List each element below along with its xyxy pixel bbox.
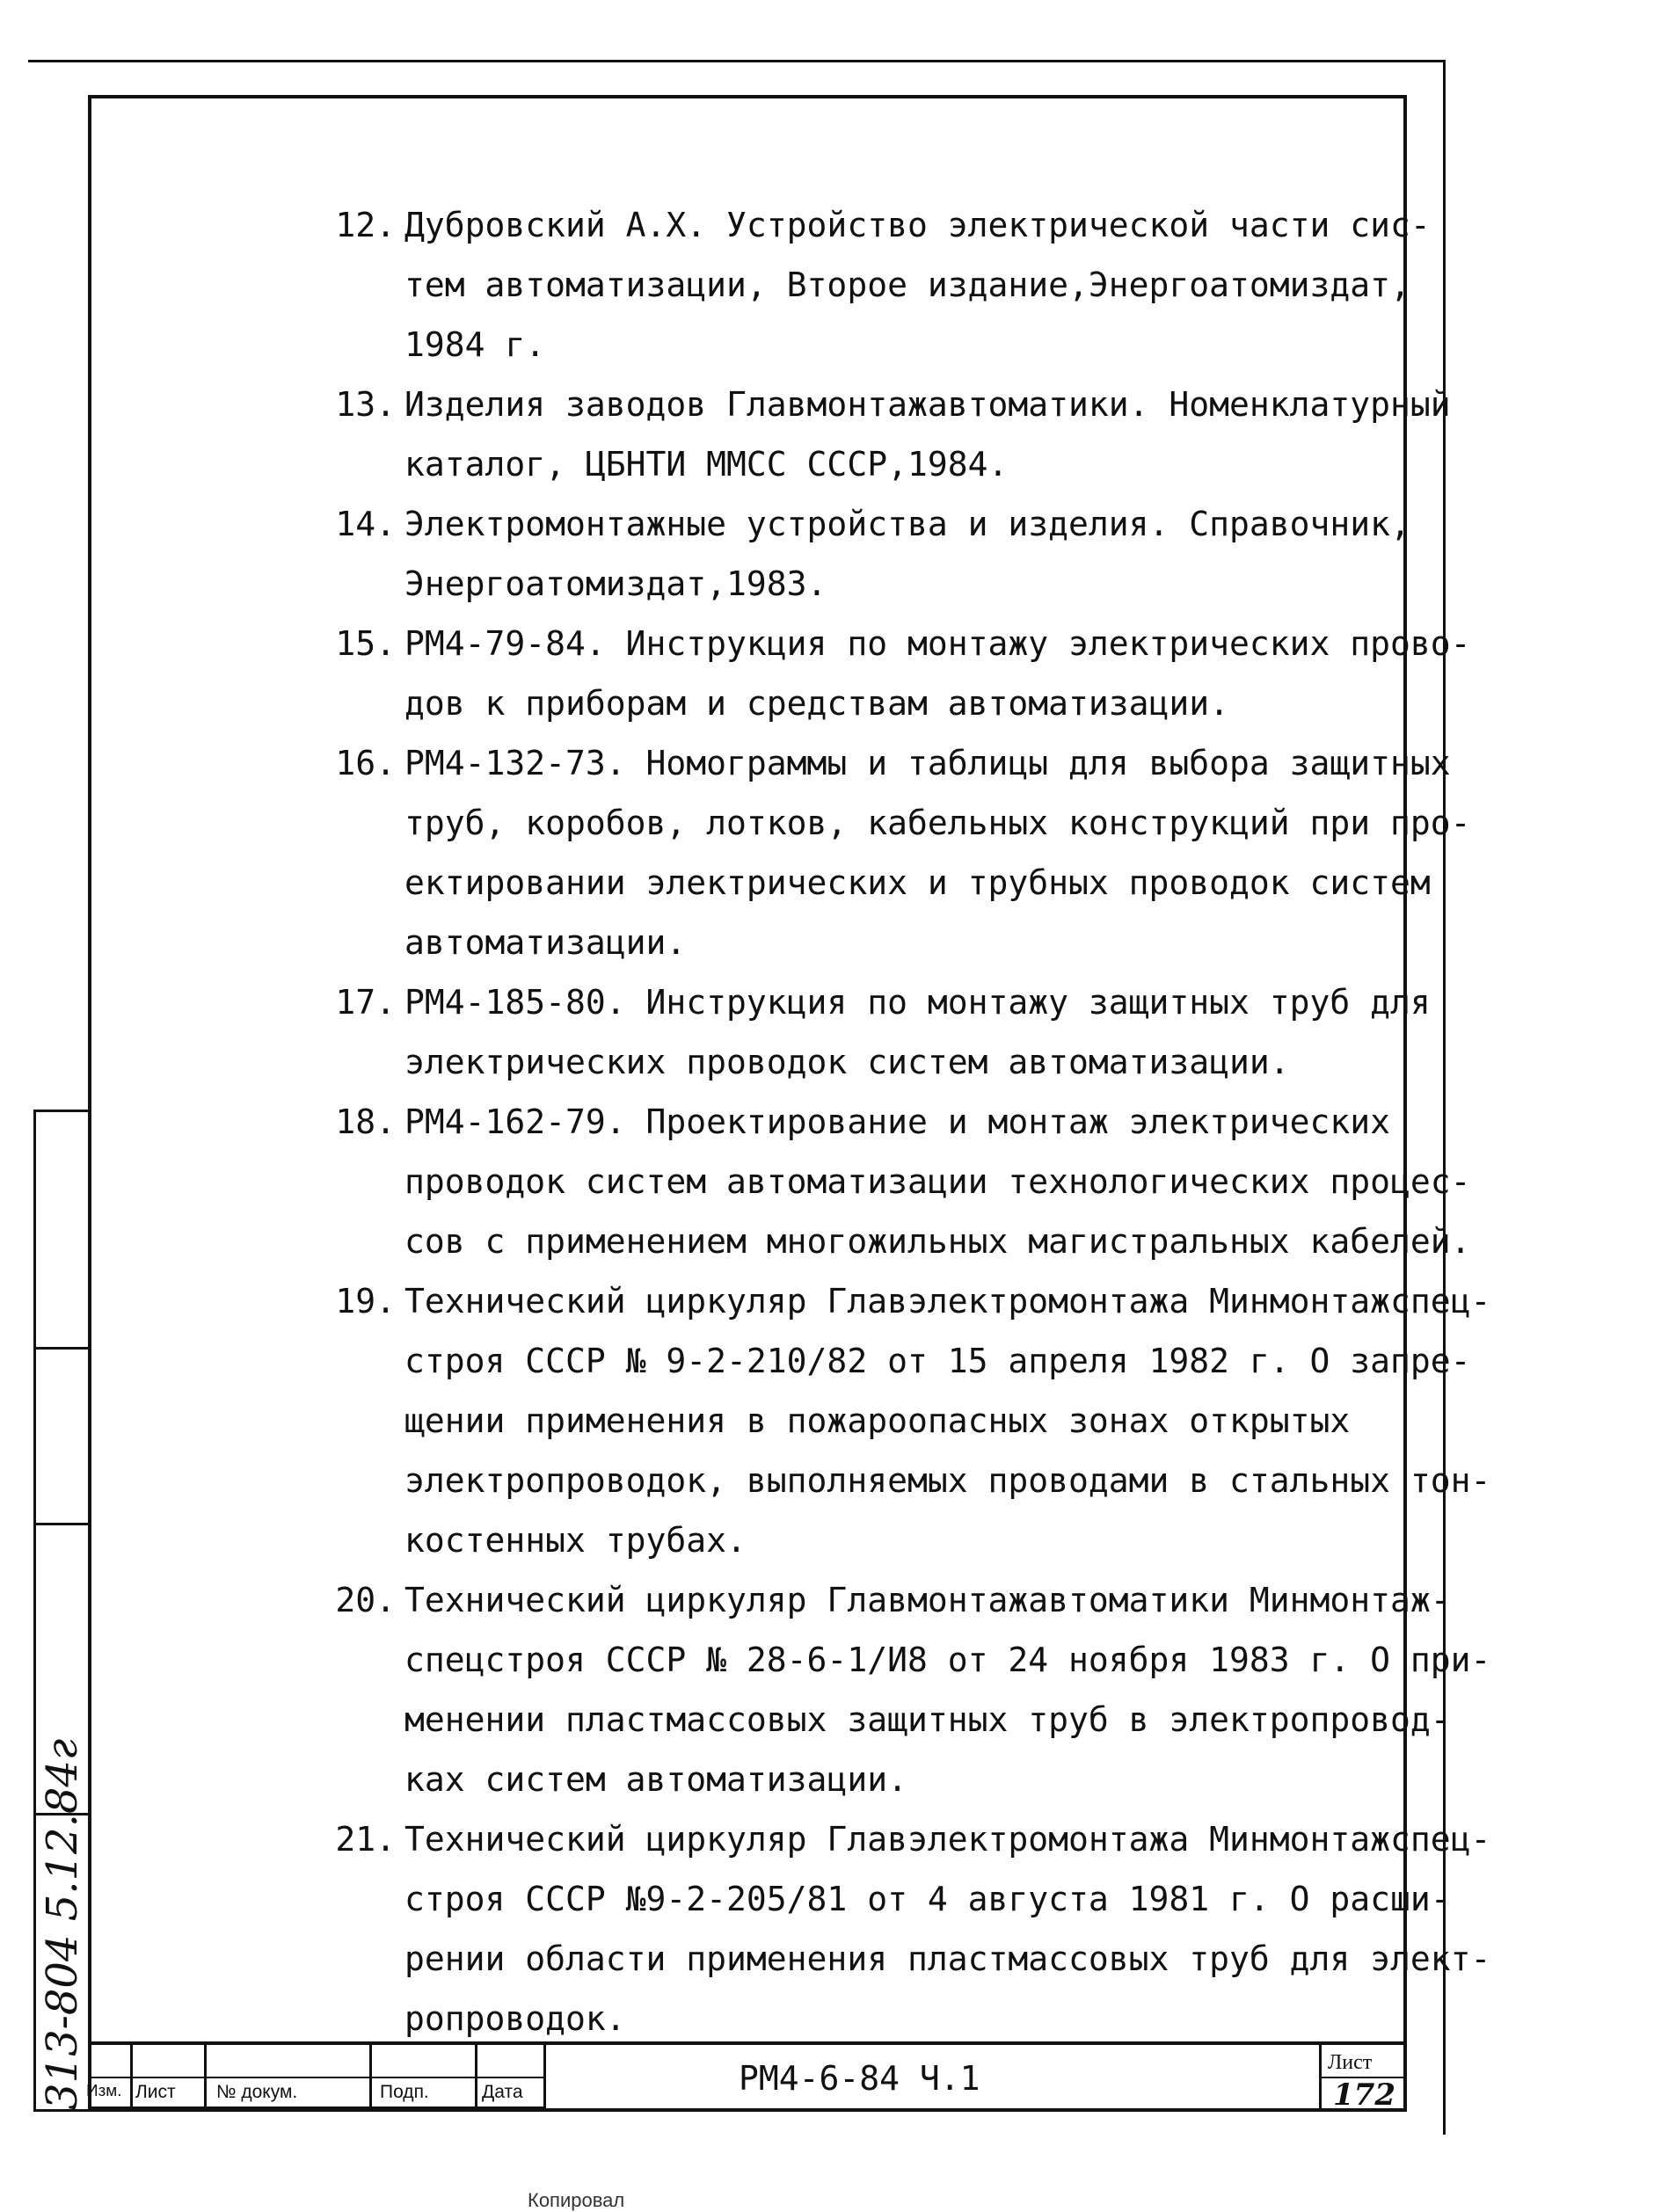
reference-number: 21. — [335, 1820, 396, 1859]
document-code: РМ4-6-84 Ч.1 — [739, 2059, 980, 2098]
reference-text-line: тем автоматизации, Второе издание,Энергоатомиздат, — [404, 266, 1410, 304]
reference-text-line: автоматизации. — [404, 923, 687, 962]
reference-text-line: спецстроя СССР № 28-6-1/И8 от 24 ноября 1983 г. О при- — [404, 1641, 1491, 1679]
reference-text-line: ках систем автоматизации. — [404, 1760, 907, 1799]
reference-text-line: ропроводок. — [404, 1999, 626, 2038]
reference-text-line: РМ4-79-84. Инструкция по монтажу электрических прово- — [404, 624, 1471, 663]
reference-text-line: щении применения в пожароопасных зонах открытых — [404, 1401, 1351, 1440]
reference-number: 14. — [335, 505, 396, 543]
reference-text-line: РМ4-132-73. Номограммы и таблицы для выбора защитных — [404, 744, 1451, 782]
reference-text-line: РМ4-162-79. Проектирование и монтаж электрических — [404, 1102, 1391, 1141]
reference-number: 16. — [335, 744, 396, 782]
reference-text-line: строя СССР № 9-2-210/82 от 15 апреля 1982 г. О запре- — [404, 1342, 1471, 1380]
reference-text-line: 1984 г. — [404, 325, 546, 364]
reference-item — [308, 1809, 1491, 2048]
reference-item — [308, 1570, 1491, 1809]
reference-item — [308, 1092, 1471, 1271]
reference-text-line: труб, коробов, лотков, кабельных конструкций при про- — [404, 804, 1471, 842]
reference-list — [308, 195, 1491, 2048]
reference-text-line: Электромонтажные устройства и изделия. Справочник, — [404, 505, 1410, 543]
reference-text-line: Технический циркуляр Главэлектромонтажа Минмонтажспец- — [404, 1820, 1491, 1859]
reference-text-line: Энергоатомиздат,1983. — [404, 564, 827, 603]
margin-divider — [33, 1523, 88, 1525]
reference-text-line: РМ4-185-80. Инструкция по монтажу защитных труб для — [404, 983, 1431, 1022]
reference-text-line: проводок систем автоматизации технологических процес- — [404, 1162, 1471, 1201]
reference-item — [308, 733, 1471, 972]
reference-text-line: электропроводок, выполняемых проводами в стальных тон- — [404, 1461, 1491, 1500]
col-list-label: Лист — [135, 2082, 176, 2102]
margin-handwritten-note: 313-804 5.12.84г — [38, 1738, 87, 2110]
copy-note: Копировал — [528, 2189, 625, 2211]
reference-number: 18. — [335, 1102, 396, 1141]
reference-text-line: электрических проводок систем автоматизации. — [404, 1043, 1290, 1081]
reference-item — [308, 494, 1410, 614]
reference-text-line: дов к приборам и средствам автоматизации. — [404, 684, 1229, 723]
reference-text-line: ектировании электрических и трубных проводок систем — [404, 863, 1431, 902]
col-date-label: Дата — [482, 2082, 523, 2102]
reference-item — [308, 1271, 1491, 1570]
col-izm-label: Изм. — [86, 2082, 122, 2100]
top-rule — [28, 60, 1446, 62]
reference-number: 15. — [335, 624, 396, 663]
reference-text-line: Технический циркуляр Главэлектромонтажа Минмонтажспец- — [404, 1282, 1491, 1321]
reference-text-line: Изделия заводов Главмонтажавтоматики. Номенклатурный — [404, 385, 1451, 424]
reference-text-line: строя СССР №9-2-205/81 от 4 августа 1981 г. О расши- — [404, 1880, 1451, 1918]
reference-text-line: менении пластмассовых защитных труб в электропровод- — [404, 1700, 1451, 1739]
sheet-number: 172 — [1333, 2077, 1395, 2113]
reference-item — [308, 195, 1431, 375]
reference-number: 13. — [335, 385, 396, 424]
col-podp-label: Подп. — [380, 2082, 429, 2102]
reference-text-line: Дубровский А.Х. Устройство электрической части сис- — [404, 206, 1431, 244]
reference-text-line: сов с применением многожильных магистральных кабелей. — [404, 1222, 1471, 1261]
reference-number: 17. — [335, 983, 396, 1022]
reference-text-line: каталог, ЦБНТИ ММСС СССР,1984. — [404, 445, 1009, 484]
reference-item — [308, 375, 1451, 494]
reference-text-line: костенных трубах. — [404, 1521, 747, 1560]
reference-item — [308, 972, 1431, 1092]
reference-number: 19. — [335, 1282, 396, 1321]
reference-text-line: Технический циркуляр Главмонтажавтоматики Минмонтаж- — [404, 1581, 1451, 1619]
reference-number: 12. — [335, 206, 396, 244]
margin-divider — [33, 1347, 88, 1350]
col-doc-label: № докум. — [216, 2082, 298, 2102]
reference-number: 20. — [335, 1581, 396, 1619]
sheet-label: Лист — [1328, 2051, 1373, 2074]
reference-text-line: рении области применения пластмассовых труб для элект- — [404, 1939, 1491, 1978]
reference-item — [308, 614, 1471, 733]
